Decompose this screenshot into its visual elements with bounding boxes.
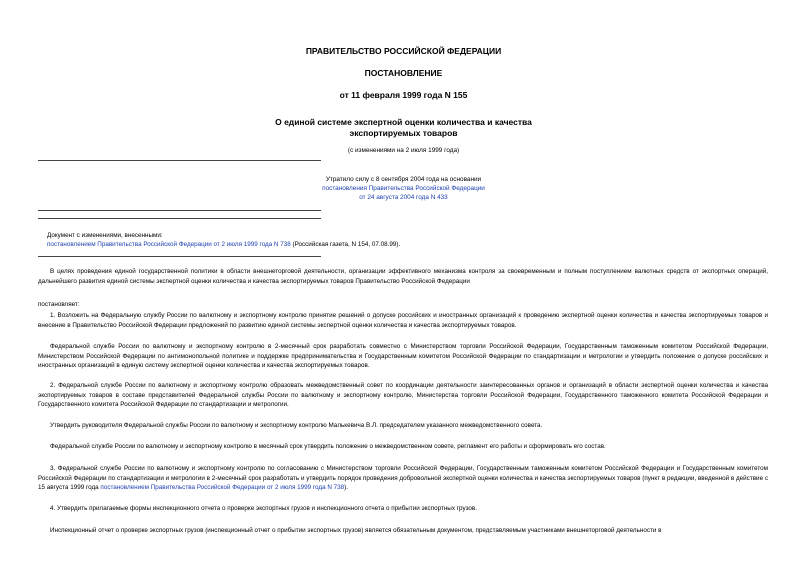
separator-line <box>38 218 321 219</box>
expired-link-line1[interactable]: постановления Правительства Российской Федерации <box>322 185 485 192</box>
doc-changes-source: (Российская газета, N 154, 07.08.99). <box>290 241 401 248</box>
changes-note: (с изменениями на 2 июля 1999 года) <box>347 147 460 154</box>
paragraph-2b: Утвердить руководителя Федеральной службы России по валютному и экспортному контролю Малькевича В.Л. председателем указанного межведомственного совета. <box>50 422 543 429</box>
separator-line <box>38 210 321 211</box>
government-heading: ПРАВИТЕЛЬСТВО РОССИЙСКОЙ ФЕДЕРАЦИИ <box>305 46 502 56</box>
paragraph-4: 4. Утвердить прилагаемые формы инспекционного отчета о проверке экспортных грузов и инспекционного отчета о прибытии экспортных грузов. <box>50 505 478 512</box>
document-title-line1: О единой системе экспертной оценки количества и качества <box>275 117 532 127</box>
separator-line <box>38 256 321 257</box>
paragraph-3-text: 3. Федеральной службе России по валютному и экспортному контролю по согласованию с Министерством торговли Российской Федерации, Государственным таможенным комитетом Российской Федерации и Государственным комитетом Российской Федерации по стандартизации и метрологии в 2-месячный срок разработать и утвердить порядок проведения добровольной экспертной оценки количества и качества экспортируемых товаров (пункт в редакции, введенной в действие с 15 августа 1999 года <box>38 465 768 491</box>
paragraph-2c: Федеральной службе России по валютному и экспортному контролю в месячный срок утвердить положение о межведомственном совете, регламент его работы и сформировать его состав. <box>50 443 606 450</box>
document-title-line2: экспортируемых товаров <box>349 128 458 138</box>
decree-word: постановляет: <box>38 301 80 308</box>
expired-link-line2[interactable]: от 24 августа 2004 года N 433 <box>359 194 448 201</box>
document-type: ПОСТАНОВЛЕНИЕ <box>364 68 443 78</box>
paragraph-3-end: ). <box>344 484 348 491</box>
paragraph-1b: Федеральной службе России по валютному и экспортному контролю в 2-месячный срок разработать совместно с Министерством торговли Российской Федерации, Государственным таможенным комитетом Российской Федерации, Министерством Российской Федерации по антимонопольной политике и поддержке предпринимательства и Государственным комитетом Российской Федерации по стандартизации и метрологии и утвердить положение о допуске российских и иностранных организаций в единую систему экспертной оценки количества и качества экспортируемых товаров. <box>38 343 768 369</box>
doc-changes-link[interactable]: постановлением Правительства Российской Федерации от 2 июля 1999 года N 738 <box>47 241 291 248</box>
doc-changes-label: Документ с изменениями, внесенными: <box>47 232 163 239</box>
paragraph-2: 2. Федеральной службе России по валютному и экспортному контролю образовать межведомственный совет по координации деятельности заинтересованных органов и организаций в области экспертной оценки количества и качества экспортируемых товаров в составе представителей Федеральной службы России по валютному и экспортному контролю, Министерства торговли Российской Федерации, Государственного таможенного комитета Российской Федерации и Государственного комитета Российской Федерации по стандартизации и метрологии. <box>38 382 768 408</box>
document-date: от 11 февраля 1999 года N 155 <box>339 90 468 100</box>
separator-line <box>38 160 321 161</box>
intro-paragraph: В целях проведения единой государственной политики в области внешнеторговой деятельности, организации эффективного механизма контроля за своевременным и полным поступлением валютных средств от экспортных операций, дальнейшего развития единой системы экспертной оценки количества и качества экспортируемых товаров Правительство Российской Федерации <box>38 268 768 285</box>
paragraph-3-link[interactable]: постановлением Правительства Российской Федерации от 2 июля 1999 года N 738 <box>100 484 345 491</box>
doc-changes-line <box>47 240 647 250</box>
paragraph-3 <box>38 464 768 493</box>
paragraph-4b: Инспекционный отчет о проверке экспортных грузов (инспекционный отчет о прибытии экспортных грузов) является обязательным документом, представляемым участниками внешнеторговой деятельности в <box>50 527 662 534</box>
paragraph-1: 1. Возложить на Федеральную службу России по валютному и экспортному контролю принятие решений о допуске российских и иностранных организаций к проведению экспертной оценки количества и качества экспортируемых товаров и внесение в Правительство Российской Федерации предложений по развитию единой системы экспертной оценки количества и качества экспортируемых товаров. <box>38 312 768 329</box>
expired-note: Утратило силу с 8 сентября 2004 года на основании <box>325 176 482 183</box>
